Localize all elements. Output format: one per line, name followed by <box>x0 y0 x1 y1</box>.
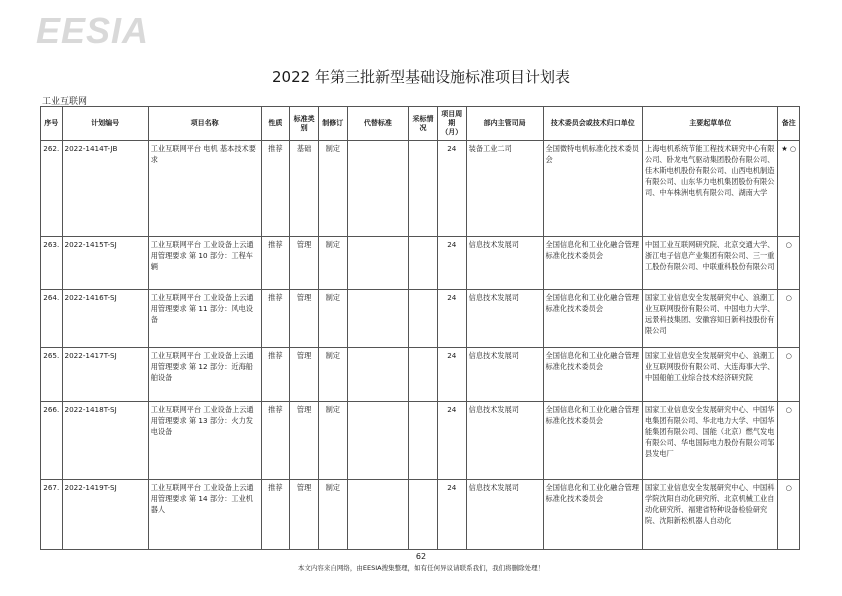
cell-replace <box>347 348 409 402</box>
cell-dept: 信息技术发展司 <box>466 348 543 402</box>
table-row <box>41 141 800 237</box>
cell-nature: 推荐 <box>261 402 290 480</box>
cell-replace <box>347 237 409 290</box>
cell-nature: 推荐 <box>261 237 290 290</box>
cell-period: 24 <box>437 290 466 348</box>
header-cell: 序号 <box>41 107 63 141</box>
cell-note: ○ <box>778 237 800 290</box>
header-cell: 项目名称 <box>148 107 261 141</box>
cell-drafters: 国家工业信息安全发展研究中心、中国科学院沈阳自动化研究所、北京机械工业自动化研究所、福建省特种设备检验研究院、沈阳新松机器人自动化 <box>643 480 778 550</box>
cell-name: 工业互联网平台 工业设备上云通用管理要求 第 11 部分：风电设备 <box>148 290 261 348</box>
cell-name: 工业互联网平台 工业设备上云通用管理要求 第 13 部分：火力发电设备 <box>148 402 261 480</box>
eesia-logo: EESIA <box>36 10 150 51</box>
cell-adopt <box>409 348 438 402</box>
table-row <box>41 402 800 480</box>
cell-adopt <box>409 480 438 550</box>
cell-dept: 信息技术发展司 <box>466 290 543 348</box>
cell-revise: 制定 <box>318 290 347 348</box>
table-header-row <box>41 107 800 141</box>
cell-period: 24 <box>437 348 466 402</box>
header-cell: 技术委员会或技术归口单位 <box>543 107 642 141</box>
cell-period: 24 <box>437 480 466 550</box>
cell-adopt <box>409 290 438 348</box>
header-cell: 备注 <box>778 107 800 141</box>
cell-nature: 推荐 <box>261 348 290 402</box>
cell-no: 265. <box>41 348 63 402</box>
table-row <box>41 237 800 290</box>
cell-committee: 全国信息化和工业化融合管理标准化技术委员会 <box>543 290 642 348</box>
cell-replace <box>347 141 409 237</box>
cell-drafters: 国家工业信息安全发展研究中心、中国华电集团有限公司、华北电力大学、中国华能集团有限公司、国能（北京）燃气发电有限公司、华电国际电力股份有限公司邹县发电厂 <box>643 402 778 480</box>
cell-committee: 全国信息化和工业化融合管理标准化技术委员会 <box>543 402 642 480</box>
table-row <box>41 348 800 402</box>
cell-dept: 装备工业二司 <box>466 141 543 237</box>
header-cell: 计划编号 <box>62 107 148 141</box>
cell-drafters: 国家工业信息安全发展研究中心、浪潮工业互联网股份有限公司、大连海事大学、中国船舶工业综合技术经济研究院 <box>643 348 778 402</box>
cell-revise: 制定 <box>318 348 347 402</box>
cell-no: 267. <box>41 480 63 550</box>
cell-category: 基础 <box>290 141 319 237</box>
cell-revise: 制定 <box>318 237 347 290</box>
document-title: 2022 年第三批新型基础设施标准项目计划表 <box>272 68 570 86</box>
cell-name: 工业互联网平台 工业设备上云通用管理要求 第 14 部分：工业机器人 <box>148 480 261 550</box>
cell-plan: 2022-1417T-SJ <box>62 348 148 402</box>
header-cell: 标准类别 <box>290 107 319 141</box>
cell-nature: 推荐 <box>261 480 290 550</box>
cell-note: ○ <box>778 402 800 480</box>
cell-no: 263. <box>41 237 63 290</box>
cell-drafters: 国家工业信息安全发展研究中心、浪潮工业互联网股份有限公司、中国电力大学、远景科技集团、安徽容知日新科技股份有限公司 <box>643 290 778 348</box>
cell-note: ○ <box>778 480 800 550</box>
cell-dept: 信息技术发展司 <box>466 480 543 550</box>
cell-no: 264. <box>41 290 63 348</box>
cell-period: 24 <box>437 402 466 480</box>
header-cell: 采标情况 <box>409 107 438 141</box>
cell-name: 工业互联网平台 电机 基本技术要求 <box>148 141 261 237</box>
cell-revise: 制定 <box>318 141 347 237</box>
header-cell: 主要起草单位 <box>643 107 778 141</box>
cell-category: 管理 <box>290 480 319 550</box>
cell-committee: 全国信息化和工业化融合管理标准化技术委员会 <box>543 348 642 402</box>
section-label: 工业互联网 <box>42 97 88 107</box>
cell-drafters: 上海电机系统节能工程技术研究中心有限公司、卧龙电气驱动集团股份有限公司、佳木斯电机股份有限公司、山西电机制造有限公司、山东华力电机集团股份有限公司、中车株洲电机有限公司、湖南大学 <box>643 141 778 237</box>
cell-adopt <box>409 141 438 237</box>
cell-plan: 2022-1418T-SJ <box>62 402 148 480</box>
cell-adopt <box>409 237 438 290</box>
header-cell: 部内主管司局 <box>466 107 543 141</box>
header-cell: 性质 <box>261 107 290 141</box>
cell-name: 工业互联网平台 工业设备上云通用管理要求 第 12 部分：近海船舶设备 <box>148 348 261 402</box>
table-row <box>41 290 800 348</box>
cell-committee: 全国信息化和工业化融合管理标准化技术委员会 <box>543 480 642 550</box>
cell-adopt <box>409 402 438 480</box>
cell-dept: 信息技术发展司 <box>466 402 543 480</box>
cell-nature: 推荐 <box>261 141 290 237</box>
cell-plan: 2022-1414T-JB <box>62 141 148 237</box>
cell-dept: 信息技术发展司 <box>466 237 543 290</box>
header-cell: 项目周期（月） <box>437 107 466 141</box>
cell-revise: 制定 <box>318 402 347 480</box>
cell-revise: 制定 <box>318 480 347 550</box>
header-cell: 代替标准 <box>347 107 409 141</box>
cell-nature: 推荐 <box>261 290 290 348</box>
footer-notice: 本文内容来自网络，由EESIA搜集整理，如有任何异议请联系我们，我们将删除处理！ <box>297 564 545 572</box>
cell-no: 262. <box>41 141 63 237</box>
cell-plan: 2022-1416T-SJ <box>62 290 148 348</box>
cell-drafters: 中国工业互联网研究院、北京交通大学、浙江电子信息产业集团有限公司、三一重工股份有限公司、中联重科股份有限公司 <box>643 237 778 290</box>
cell-note: ○ <box>778 290 800 348</box>
cell-note: ○ <box>778 348 800 402</box>
cell-replace <box>347 480 409 550</box>
cell-period: 24 <box>437 237 466 290</box>
cell-note: ★ ○ <box>778 141 800 237</box>
cell-period: 24 <box>437 141 466 237</box>
cell-replace <box>347 290 409 348</box>
cell-category: 管理 <box>290 402 319 480</box>
standards-plan-table <box>40 106 800 550</box>
cell-committee: 全国微特电机标准化技术委员会 <box>543 141 642 237</box>
cell-category: 管理 <box>290 237 319 290</box>
cell-committee: 全国信息化和工业化融合管理标准化技术委员会 <box>543 237 642 290</box>
cell-plan: 2022-1419T-SJ <box>62 480 148 550</box>
cell-category: 管理 <box>290 290 319 348</box>
cell-category: 管理 <box>290 348 319 402</box>
cell-plan: 2022-1415T-SJ <box>62 237 148 290</box>
header-cell: 制修订 <box>318 107 347 141</box>
page-number: 62 <box>415 552 427 561</box>
cell-name: 工业互联网平台 工业设备上云通用管理要求 第 10 部分：工程车辆 <box>148 237 261 290</box>
cell-no: 266. <box>41 402 63 480</box>
table-row <box>41 480 800 550</box>
cell-replace <box>347 402 409 480</box>
